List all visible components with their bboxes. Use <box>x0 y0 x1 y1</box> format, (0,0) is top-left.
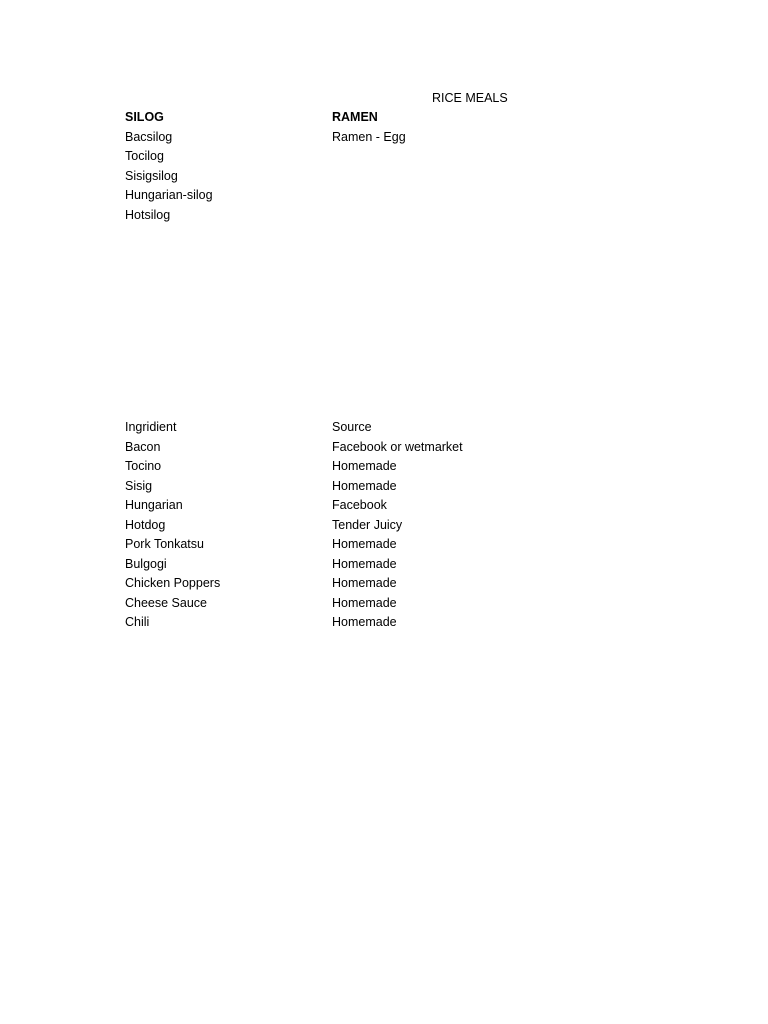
source-cell: Homemade <box>332 478 397 493</box>
source-cell: Facebook <box>332 498 387 512</box>
menu-item: Sisigsilog <box>125 168 178 183</box>
source-cell: Homemade <box>332 576 397 590</box>
silog-header: SILOG <box>125 110 164 124</box>
ingredient-cell: Bacon <box>125 439 161 454</box>
ingredient-cell: Pork Tonkatsu <box>125 537 204 551</box>
ingredient-header: Ingridient <box>125 420 177 434</box>
ingredient-cell: Cheese Sauce <box>125 595 208 610</box>
ingredient-column <box>125 418 220 633</box>
ramen-column <box>332 108 406 147</box>
source-header: Source <box>332 420 372 434</box>
ingredient-cell: Sisig <box>125 478 153 493</box>
source-cell: Homemade <box>332 556 397 571</box>
ingredient-cell: Hungarian <box>125 498 183 512</box>
menu-item: Ramen - Egg <box>332 129 406 144</box>
ramen-header: RAMEN <box>332 110 378 124</box>
source-cell: Facebook or wetmarket <box>332 439 463 454</box>
silog-column <box>125 108 213 225</box>
page-title: RICE MEALS <box>432 91 508 105</box>
menu-item: Hotsilog <box>125 207 171 222</box>
source-cell: Homemade <box>332 537 397 551</box>
ingredient-cell: Tocino <box>125 459 162 473</box>
source-cell: Homemade <box>332 615 397 629</box>
menu-item: Hungarian-silog <box>125 188 213 202</box>
source-column <box>332 418 463 633</box>
ingredient-cell: Hotdog <box>125 517 166 532</box>
ingredient-cell: Bulgogi <box>125 556 167 571</box>
ingredient-cell: Chili <box>125 615 150 629</box>
source-cell: Homemade <box>332 459 397 473</box>
menu-item: Tocilog <box>125 149 164 163</box>
menu-item: Bacsilog <box>125 129 173 144</box>
source-cell: Homemade <box>332 595 397 610</box>
ingredient-cell: Chicken Poppers <box>125 576 221 590</box>
source-cell: Tender Juicy <box>332 517 403 532</box>
